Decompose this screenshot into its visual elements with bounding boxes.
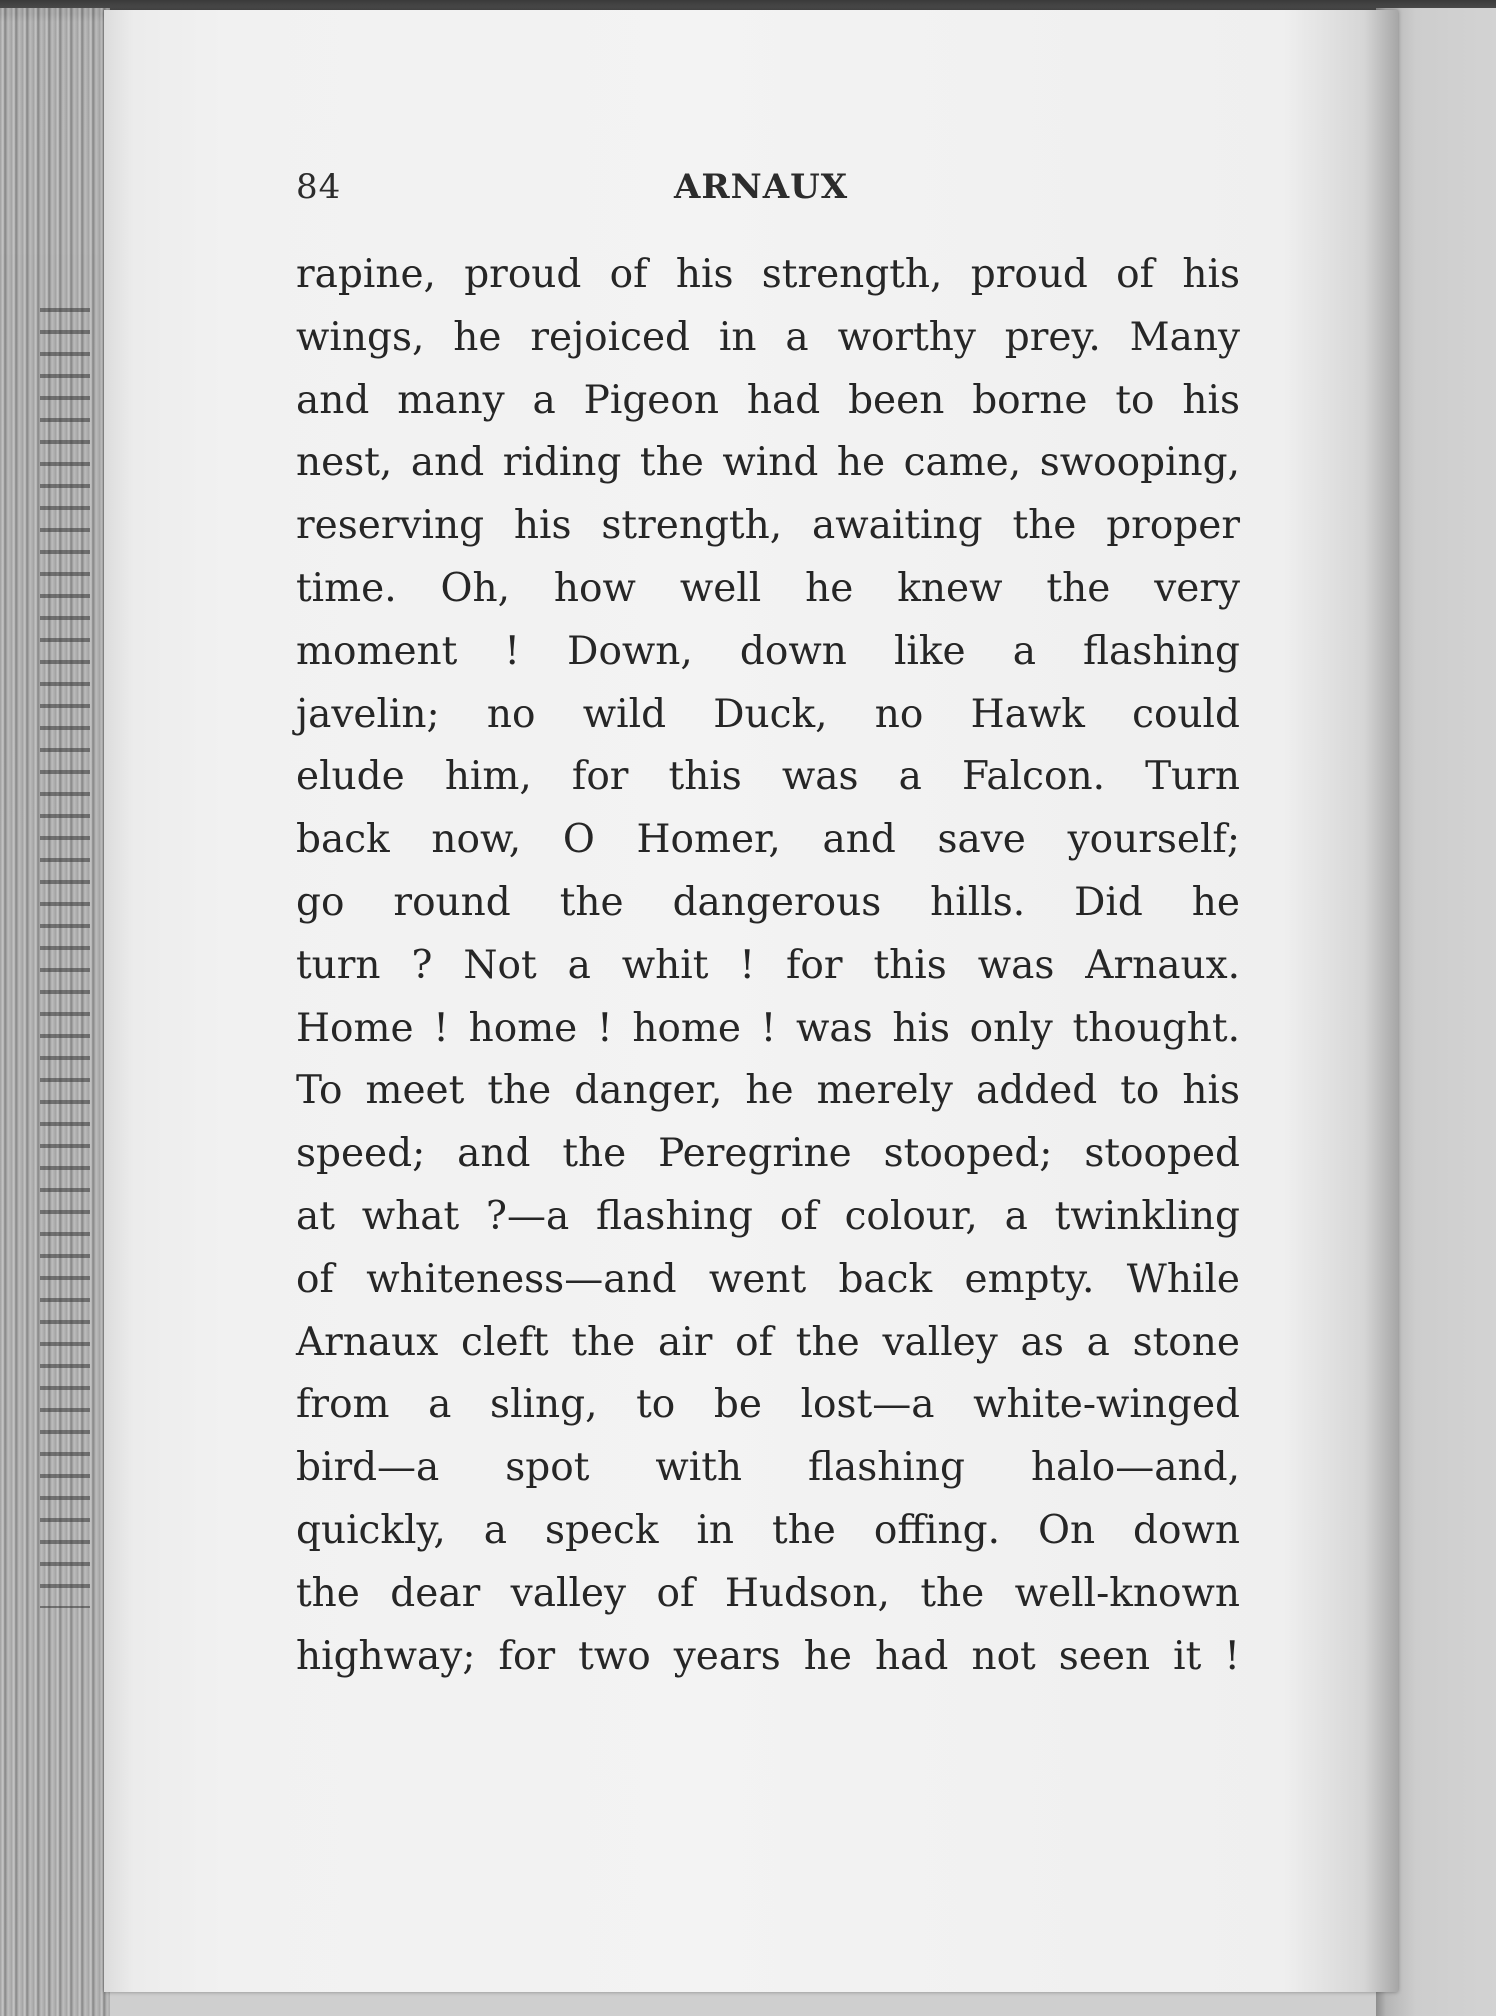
- text-line: speed; and the Peregrine stooped; stooped: [296, 1131, 1240, 1177]
- text-line: quickly, a speck in the offing. On down: [296, 1507, 1240, 1553]
- text-line: turn ? Not a whit ! for this was Arnaux.: [296, 942, 1240, 988]
- text-line: nest, and riding the wind he came, swooping,: [296, 440, 1240, 486]
- text-line: of whiteness—and went back empty. While: [296, 1256, 1240, 1302]
- running-head: [296, 167, 856, 213]
- text-line: rapine, proud of his strength, proud of his: [296, 252, 1240, 297]
- text-line: highway; for two years he had not seen it !: [296, 1633, 1240, 1679]
- text-line: go round the dangerous hills. Did he: [296, 879, 1240, 925]
- book-page-edges: [0, 8, 110, 2016]
- text-line: wings, he rejoiced in a worthy prey. Many: [296, 314, 1240, 360]
- text-line: from a sling, to be lost—a white-winged: [296, 1382, 1240, 1428]
- body-text: [296, 244, 1240, 1688]
- text-line: and many a Pigeon had been borne to his: [296, 377, 1240, 423]
- text-line: bird—a spot with flashing halo—and,: [296, 1445, 1240, 1491]
- text-line: Arnaux cleft the air of the valley as a stone: [296, 1319, 1240, 1365]
- text-line: elude him, for this was a Falcon. Turn: [296, 754, 1240, 800]
- page-number: 84: [296, 167, 342, 207]
- text-line: moment ! Down, down like a flashing: [296, 628, 1240, 674]
- text-line: the dear valley of Hudson, the well-known: [296, 1570, 1240, 1616]
- text-line: javelin; no wild Duck, no Hawk could: [296, 691, 1240, 737]
- text-line: at what ?—a flashing of colour, a twinkling: [296, 1193, 1240, 1239]
- running-title: ARNAUX: [674, 167, 849, 207]
- text-line: reserving his strength, awaiting the proper: [296, 503, 1240, 549]
- text-line: To meet the danger, he merely added to his: [296, 1068, 1240, 1114]
- text-line: back now, O Homer, and save yourself;: [296, 817, 1240, 863]
- text-line: time. Oh, how well he knew the very: [296, 565, 1240, 611]
- text-line: Home ! home ! home ! was his only thought.: [296, 1005, 1240, 1051]
